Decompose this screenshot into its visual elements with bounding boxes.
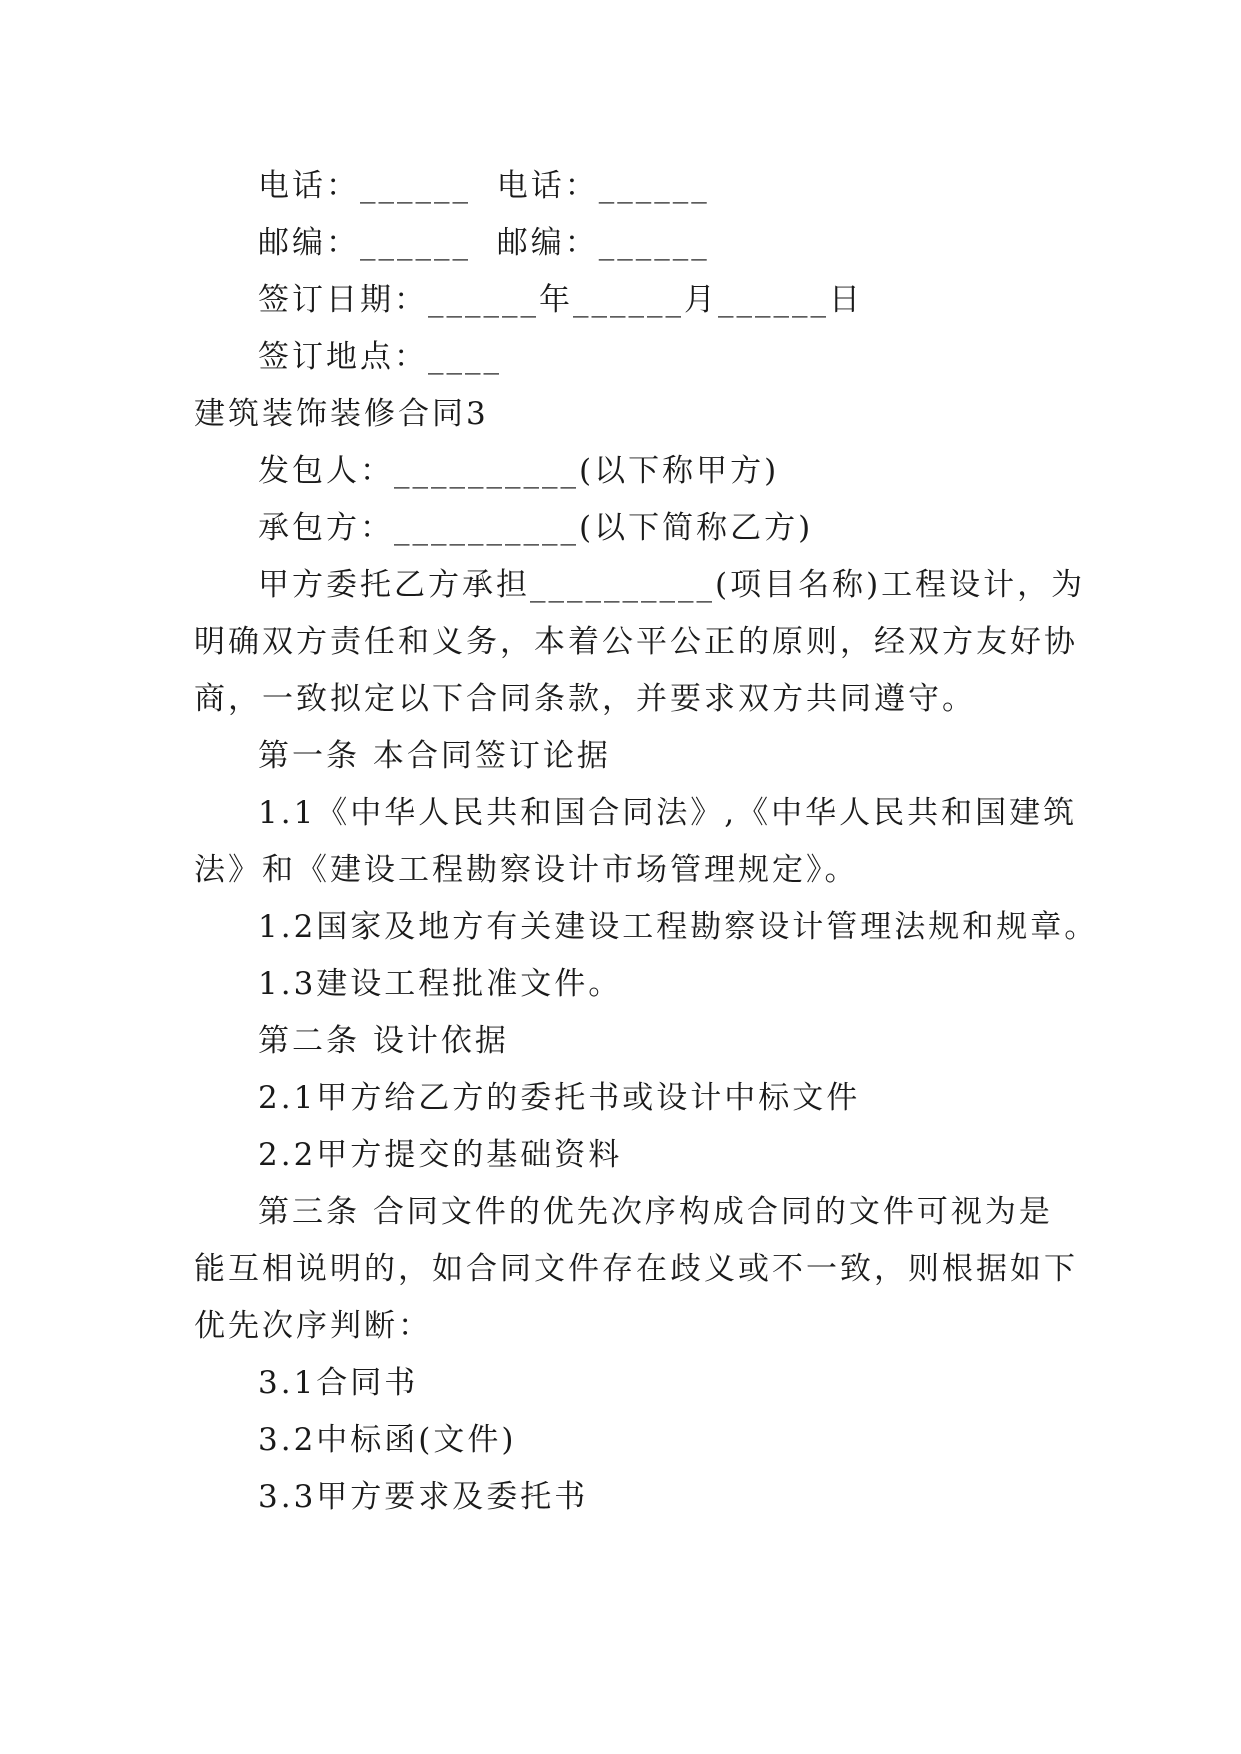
clause-line: 3.2中标函(文件) bbox=[258, 1422, 517, 1458]
clause-line: 1.2国家及地方有关建设工程勘察设计管理法规和规章。 bbox=[258, 909, 1099, 945]
contractor-line: 承包方：__________(以下简称乙方) bbox=[258, 510, 814, 546]
paragraph-line: 能互相说明的，如合同文件存在歧义或不一致，则根据如下 bbox=[194, 1251, 1078, 1287]
clause-line: 2.1甲方给乙方的委托书或设计中标文件 bbox=[258, 1080, 861, 1116]
clause-line: 3.3甲方要求及委托书 bbox=[258, 1479, 589, 1515]
employer-line: 发包人：__________(以下称甲方) bbox=[258, 453, 780, 489]
section-title: 建筑装饰装修合同3 bbox=[194, 396, 489, 432]
signing-date-line: 签订日期：______年______月______日 bbox=[258, 282, 863, 318]
paragraph-line: 优先次序判断： bbox=[194, 1308, 432, 1344]
clause-line: 3.1合同书 bbox=[258, 1365, 419, 1401]
paragraph-line: 商，一致拟定以下合同条款，并要求双方共同遵守。 bbox=[194, 681, 976, 717]
paragraph-line: 甲方委托乙方承担__________(项目名称)工程设计，为 bbox=[258, 567, 1086, 603]
postcode-line: 邮编：______ 邮编：______ bbox=[258, 225, 710, 261]
article-heading: 第三条 合同文件的优先次序构成合同的文件可视为是 bbox=[258, 1194, 1053, 1230]
phone-line: 电话：______ 电话：______ bbox=[258, 168, 710, 204]
article-heading: 第一条 本合同签订论据 bbox=[258, 738, 611, 774]
article-heading: 第二条 设计依据 bbox=[258, 1023, 509, 1059]
signing-place-line: 签订地点：____ bbox=[258, 339, 502, 375]
clause-line: 1.1《中华人民共和国合同法》,《中华人民共和国建筑 bbox=[258, 795, 1078, 831]
clause-line: 2.2甲方提交的基础资料 bbox=[258, 1137, 623, 1173]
clause-line: 1.3建设工程批准文件。 bbox=[258, 966, 623, 1002]
paragraph-line: 明确双方责任和义务，本着公平公正的原则，经双方友好协 bbox=[194, 624, 1078, 660]
clause-line: 法》和《建设工程勘察设计市场管理规定》。 bbox=[194, 852, 859, 888]
